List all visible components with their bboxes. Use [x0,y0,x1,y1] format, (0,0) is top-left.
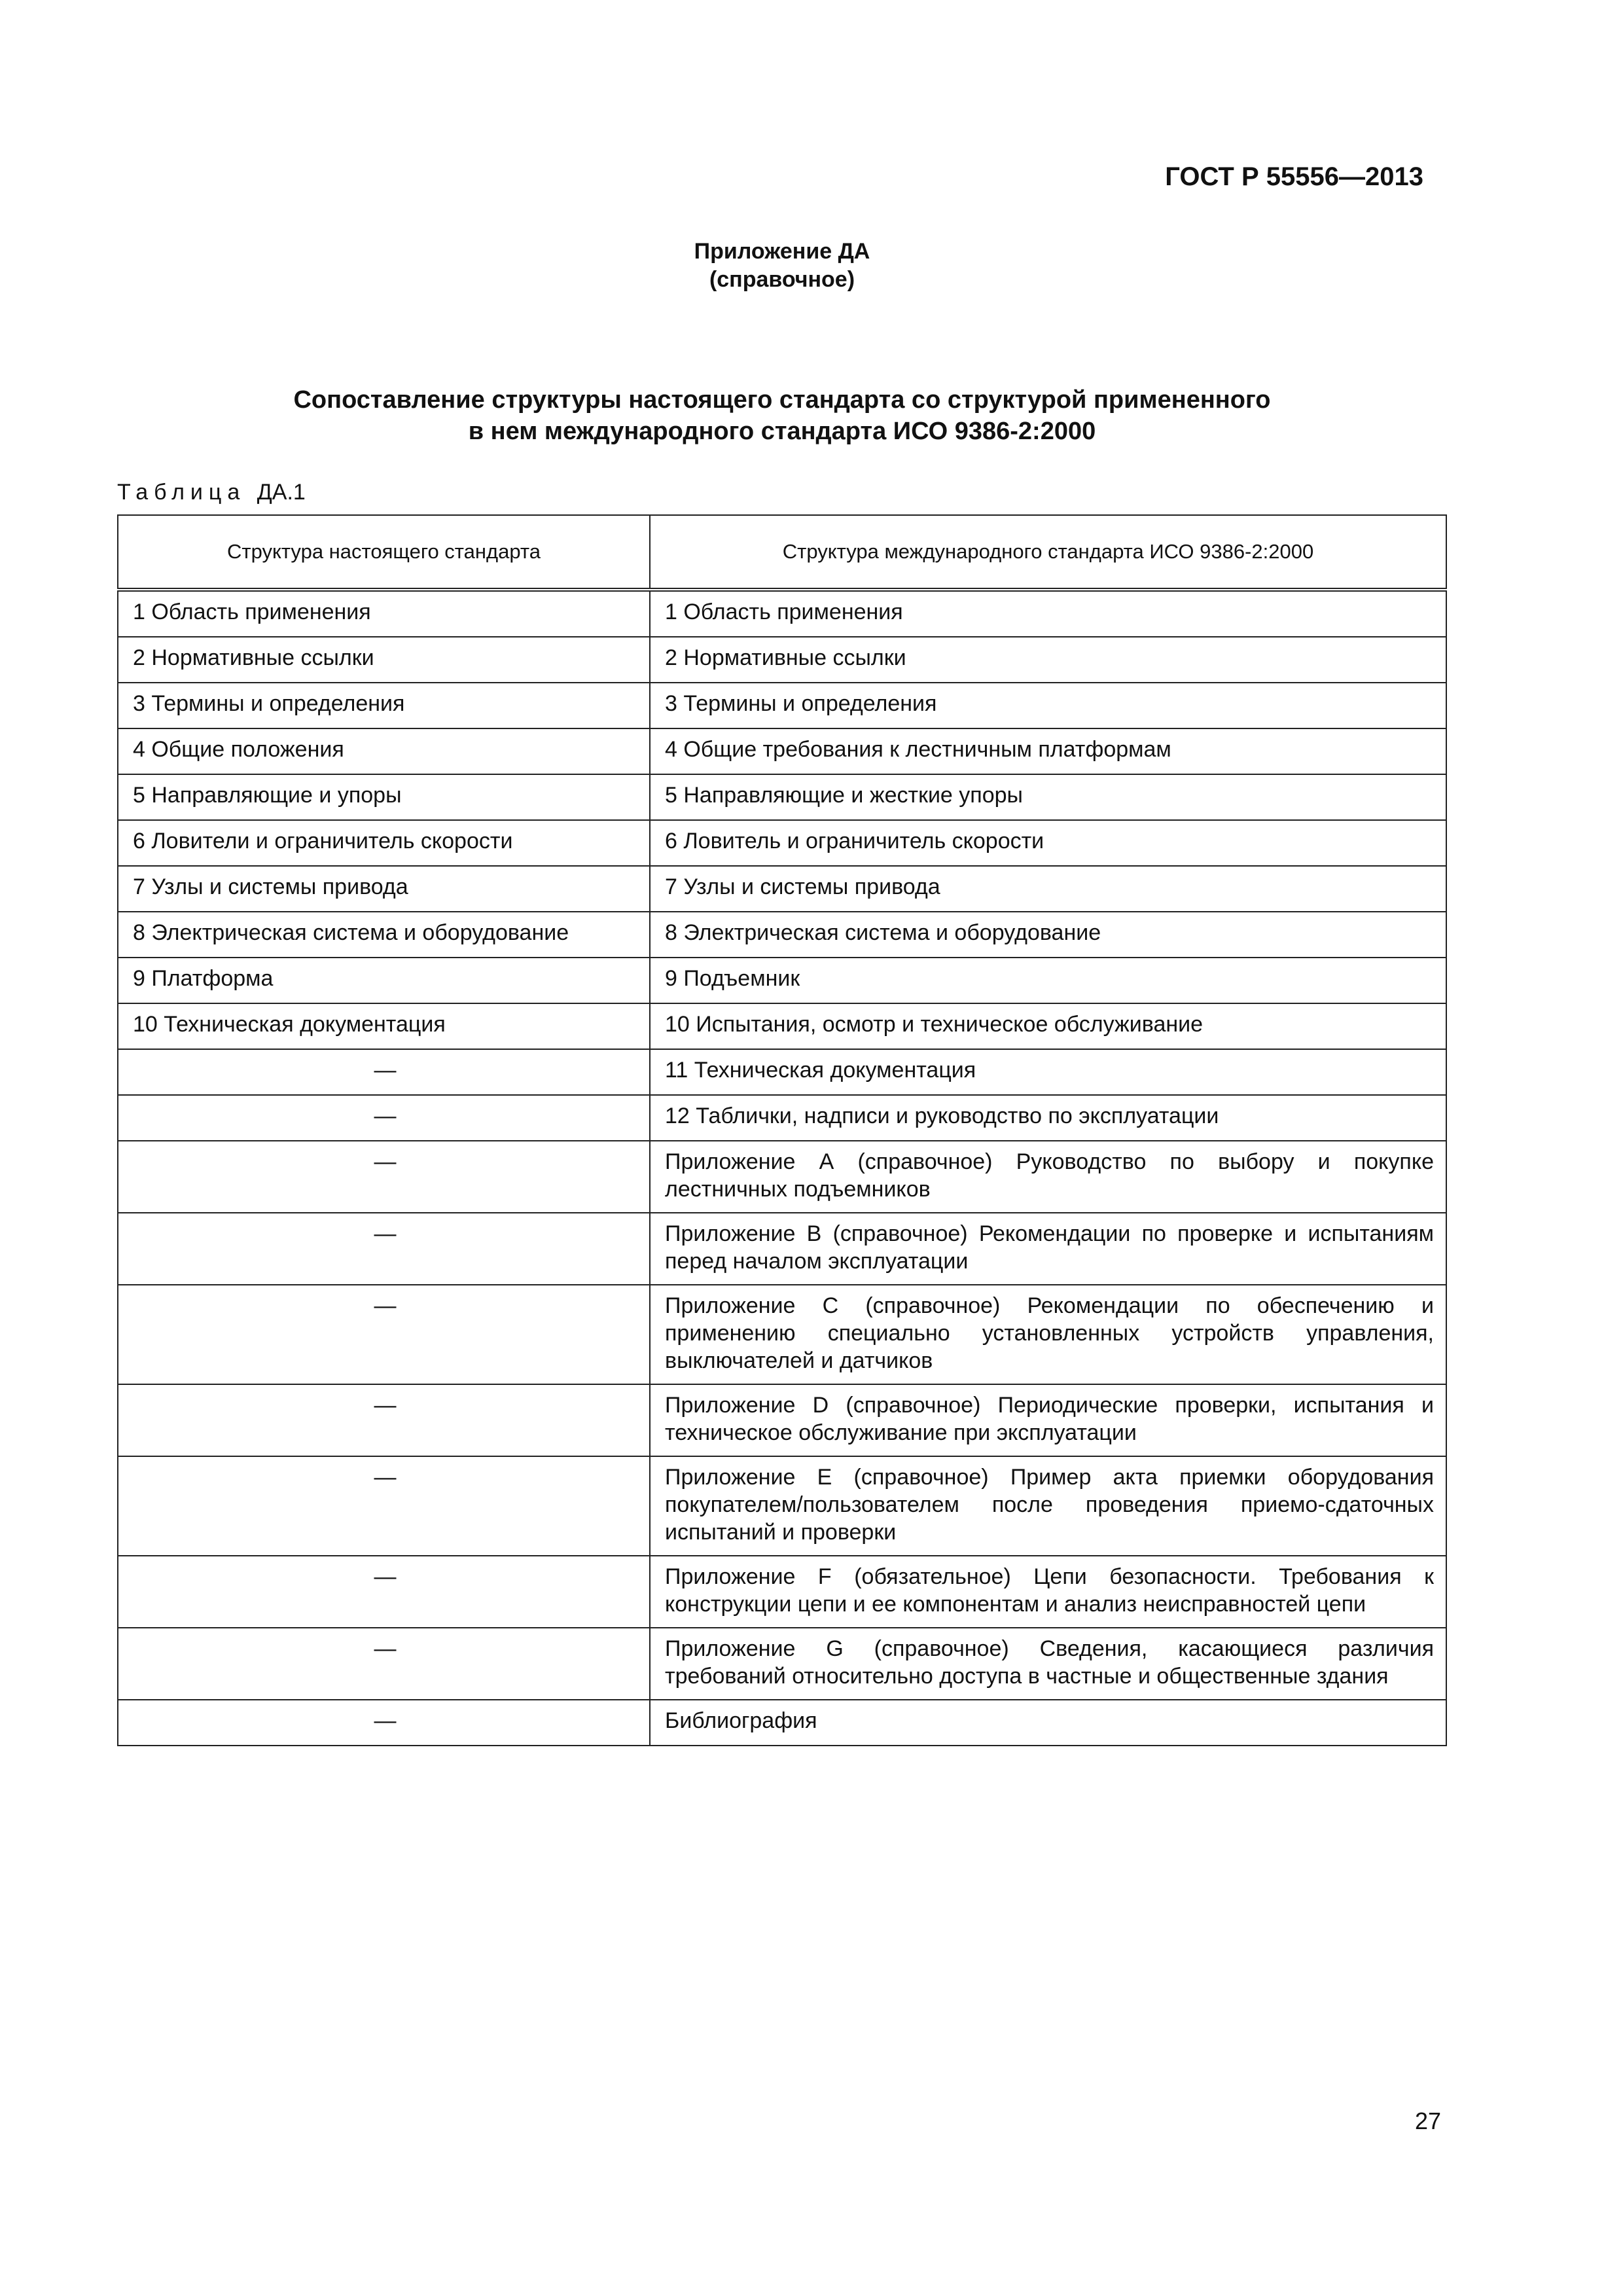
cell-national-section: 5 Направляющие и упоры [118,774,650,820]
cell-international-section: Приложение В (справочное) Рекомендации по проверке и испытаниям перед началом эксплуатации [650,1213,1446,1285]
cell-national-section: 7 Узлы и системы привода [118,866,650,912]
cell-international-section: 11 Техническая документация [650,1049,1446,1095]
document-heading [0,384,1564,447]
heading-line-1: Сопоставление структуры настоящего стандарта со структурой примененного [293,386,1271,414]
cell-national-section: 6 Ловители и ограничитель скорости [118,820,650,866]
table-row [118,728,1446,774]
table-row [118,590,1446,637]
table-label [117,480,306,505]
cell-national-section: — [118,1095,650,1141]
table-row [118,820,1446,866]
table-body [118,590,1446,1746]
table-row [118,1384,1446,1456]
cell-national-section: 8 Электрическая система и оборудование [118,912,650,958]
column-header-national: Структура настоящего стандарта [118,515,650,590]
cell-national-section: — [118,1556,650,1628]
cell-international-section: Приложение G (справочное) Сведения, касающиеся различия требований относительно доступа в частные и общественные здания [650,1628,1446,1700]
cell-national-section: — [118,1628,650,1700]
cell-national-section: 4 Общие положения [118,728,650,774]
cell-international-section: Приложение С (справочное) Рекомендации по обеспечению и применению специально установленных устройств управления, выключателей и датчиков [650,1285,1446,1384]
cell-international-section: 6 Ловитель и ограничитель скорости [650,820,1446,866]
table-row [118,1095,1446,1141]
table-row [118,1003,1446,1049]
cell-national-section: — [118,1141,650,1213]
structure-comparison-table [117,514,1447,1746]
cell-international-section: Приложение Е (справочное) Пример акта приемки оборудования покупателем/пользователем после проведения приемо-сдаточных испытаний и проверки [650,1456,1446,1556]
cell-national-section: 10 Техническая документация [118,1003,650,1049]
column-header-international: Структура международного стандарта ИСО 9386-2:2000 [650,515,1446,590]
standard-code: ГОСТ Р 55556—2013 [1165,162,1423,191]
cell-international-section: 7 Узлы и системы привода [650,866,1446,912]
cell-international-section: Библиография [650,1700,1446,1746]
table-row [118,683,1446,728]
cell-national-section: — [118,1700,650,1746]
cell-national-section: 2 Нормативные ссылки [118,637,650,683]
table-row [118,912,1446,958]
page-number: 27 [1414,2108,1441,2134]
appendix-status: (справочное) [709,267,855,292]
cell-national-section: — [118,1456,650,1556]
cell-national-section: 1 Область применения [118,590,650,637]
table-label-word: Таблица [117,480,246,505]
table-row [118,1456,1446,1556]
table-row [118,1049,1446,1095]
cell-international-section: 5 Направляющие и жесткие упоры [650,774,1446,820]
table-row [118,1285,1446,1384]
cell-national-section: — [118,1213,650,1285]
table-header-row [118,515,1446,590]
cell-national-section: 9 Платформа [118,958,650,1003]
cell-international-section: 10 Испытания, осмотр и техническое обслуживание [650,1003,1446,1049]
table-row [118,866,1446,912]
table-row [118,1141,1446,1213]
cell-international-section: 1 Область применения [650,590,1446,637]
cell-international-section: Приложение F (обязательное) Цепи безопасности. Требования к конструкции цепи и ее компонентам и анализ неисправностей цепи [650,1556,1446,1628]
cell-national-section: — [118,1384,650,1456]
cell-international-section: 2 Нормативные ссылки [650,637,1446,683]
cell-national-section: — [118,1049,650,1095]
cell-international-section: 12 Таблички, надписи и руководство по эксплуатации [650,1095,1446,1141]
table-row [118,637,1446,683]
table-row [118,958,1446,1003]
appendix-title: Приложение ДА [694,239,870,264]
heading-line-2: в нем международного стандарта ИСО 9386-2:2000 [468,418,1096,445]
table-row [118,1213,1446,1285]
table-row [118,1628,1446,1700]
cell-international-section: 4 Общие требования к лестничным платформам [650,728,1446,774]
cell-international-section: Приложение D (справочное) Периодические проверки, испытания и техническое обслуживание при эксплуатации [650,1384,1446,1456]
cell-international-section: Приложение А (справочное) Руководство по выбору и покупке лестничных подъемников [650,1141,1446,1213]
table-row [118,1700,1446,1746]
cell-international-section: 8 Электрическая система и оборудование [650,912,1446,958]
cell-international-section: 9 Подъемник [650,958,1446,1003]
cell-national-section: 3 Термины и определения [118,683,650,728]
cell-international-section: 3 Термины и определения [650,683,1446,728]
cell-national-section: — [118,1285,650,1384]
table-row [118,774,1446,820]
table-row [118,1556,1446,1628]
table-label-number: ДА.1 [257,480,306,505]
